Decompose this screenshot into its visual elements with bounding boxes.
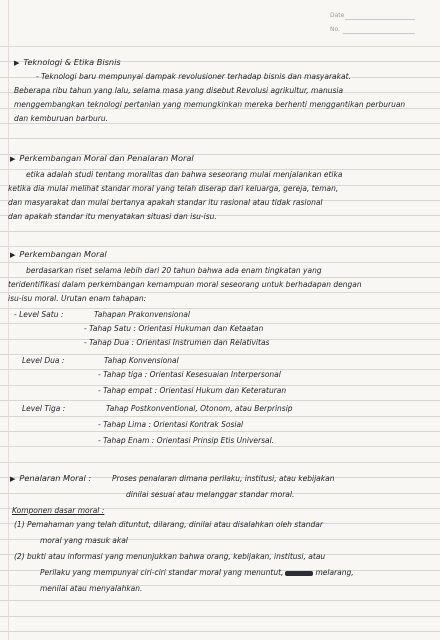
level-two-label: Level Dua :	[22, 356, 65, 365]
bullet-icon: ▶	[10, 155, 16, 163]
level-one-label: - Level Satu :	[14, 310, 64, 319]
ruled-line	[0, 616, 440, 617]
no-label: No.	[330, 26, 340, 33]
bullet-icon: ▶	[14, 59, 20, 67]
note-line: dinilai sesuai atau melanggar standar moral.	[126, 490, 295, 499]
ruled-line	[0, 400, 440, 401]
note-line: dan masyarakat dan mulai bertanya apakah standar itu rasional atau tidak rasional	[8, 198, 323, 207]
ruled-line	[0, 462, 440, 463]
ruled-line	[0, 416, 440, 417]
ruled-line	[0, 446, 440, 447]
note-line: isu-isu moral. Urutan enam tahapan:	[8, 294, 147, 303]
margin-line	[8, 0, 9, 640]
note-line: berdasarkan riset selama lebih dari 20 tahun bahwa ada enam tingkatan yang	[26, 266, 322, 275]
note-line: teridentifikasi dalam perkembangan kemampuan moral seseorang untuk berhadapan dengan	[8, 280, 362, 289]
stage-line: - Tahap tiga : Orientasi Kesesuaian Interpersonal	[98, 370, 281, 379]
stage-line: - Tahap empat : Orientasi Hukum dan Keteraturan	[98, 386, 287, 395]
ruled-line	[0, 308, 440, 309]
ruled-line	[0, 231, 440, 232]
section-perkembangan-moral-heading: ▶ Perkembangan Moral	[10, 249, 107, 259]
note-line: ketika dia mulai melihat standar moral yang telah diserap dari keluarga, gereja, teman,	[8, 184, 339, 193]
note-line: (1) Pemahaman yang telah dituntut, dilarang, dinilai atau disalahkan oleh standar	[14, 520, 323, 529]
stage-line: - Tahap Enam : Orientasi Prinsip Etis Universal.	[98, 436, 275, 445]
level-three-stage: Tahap Postkonventional, Otonom, atau Berprinsip	[106, 404, 293, 413]
note-line: dan kemburuan barburu.	[14, 114, 109, 123]
ruled-line	[0, 46, 440, 47]
note-line: Proses penalaran dimana perilaku, institusi, atau kebijakan	[112, 474, 335, 483]
note-line: Perilaku yang mempunyai ciri-ciri standar moral yang menuntut, melarang,	[40, 568, 354, 577]
bullet-icon: ▶	[10, 251, 16, 259]
components-heading: Komponen dasar moral :	[12, 506, 105, 515]
ruled-line	[0, 631, 440, 632]
date-label: Date	[330, 12, 345, 19]
level-one-stage: Tahapan Prakonvensional	[94, 310, 190, 319]
bullet-icon: ▶	[10, 475, 16, 483]
note-line: - Teknologi baru mempunyai dampak revolusioner terhadap bisnis dan masyarakat.	[36, 72, 351, 81]
ruled-line	[0, 354, 440, 355]
ruled-line	[0, 277, 440, 278]
ruled-line	[0, 123, 440, 124]
ruled-line	[0, 600, 440, 601]
note-line: menilai atau menyalahkan.	[40, 584, 143, 593]
section-penalaran-heading: ▶ Penalaran Moral :	[10, 473, 92, 483]
note-line: etika adalah studi tentang moralitas dan bahwa seseorang mulai menjalankan etika	[26, 170, 343, 179]
ruled-line	[0, 246, 440, 247]
stage-line: - Tahap Dua : Orientasi Instrumen dan Relativitas	[84, 338, 270, 347]
note-line: moral yang masuk akal	[40, 536, 128, 545]
ruled-line	[0, 138, 440, 139]
note-line: Beberapa ribu tahun yang lalu, selama masa yang disebut Revolusi agrikultur, manusia	[14, 86, 344, 95]
no-line	[343, 33, 415, 34]
note-line: (2) bukti atau informasi yang menunjukkan bahwa orang, kebijakan, institusi, atau	[14, 552, 326, 561]
ruled-line	[0, 431, 440, 432]
date-line	[345, 19, 415, 20]
stage-line: - Tahap Satu : Orientasi Hukuman dan Ketaatan	[84, 324, 264, 333]
stage-line: - Tahap Lima : Orientasi Kontrak Sosial	[98, 420, 244, 429]
section-perkembangan-penalaran-heading: ▶ Perkembangan Moral dan Penalaran Moral	[10, 153, 194, 163]
note-line: dan apakah standar itu menyatakan situasi dan isu-isu.	[8, 212, 217, 221]
section-teknologi-heading: ▶ Teknologi & Etika Bisnis	[14, 57, 121, 67]
ruled-line	[0, 292, 440, 293]
ruled-line	[0, 262, 440, 263]
note-line: menggembangkan teknologi pertanian yang memungkinkan mereka berhenti menggantikan perburuan	[14, 100, 406, 109]
level-three-label: Level Tiga :	[22, 404, 66, 413]
crossed-out-scribble	[285, 571, 313, 576]
level-two-stage: Tahap Konvensional	[104, 356, 179, 365]
